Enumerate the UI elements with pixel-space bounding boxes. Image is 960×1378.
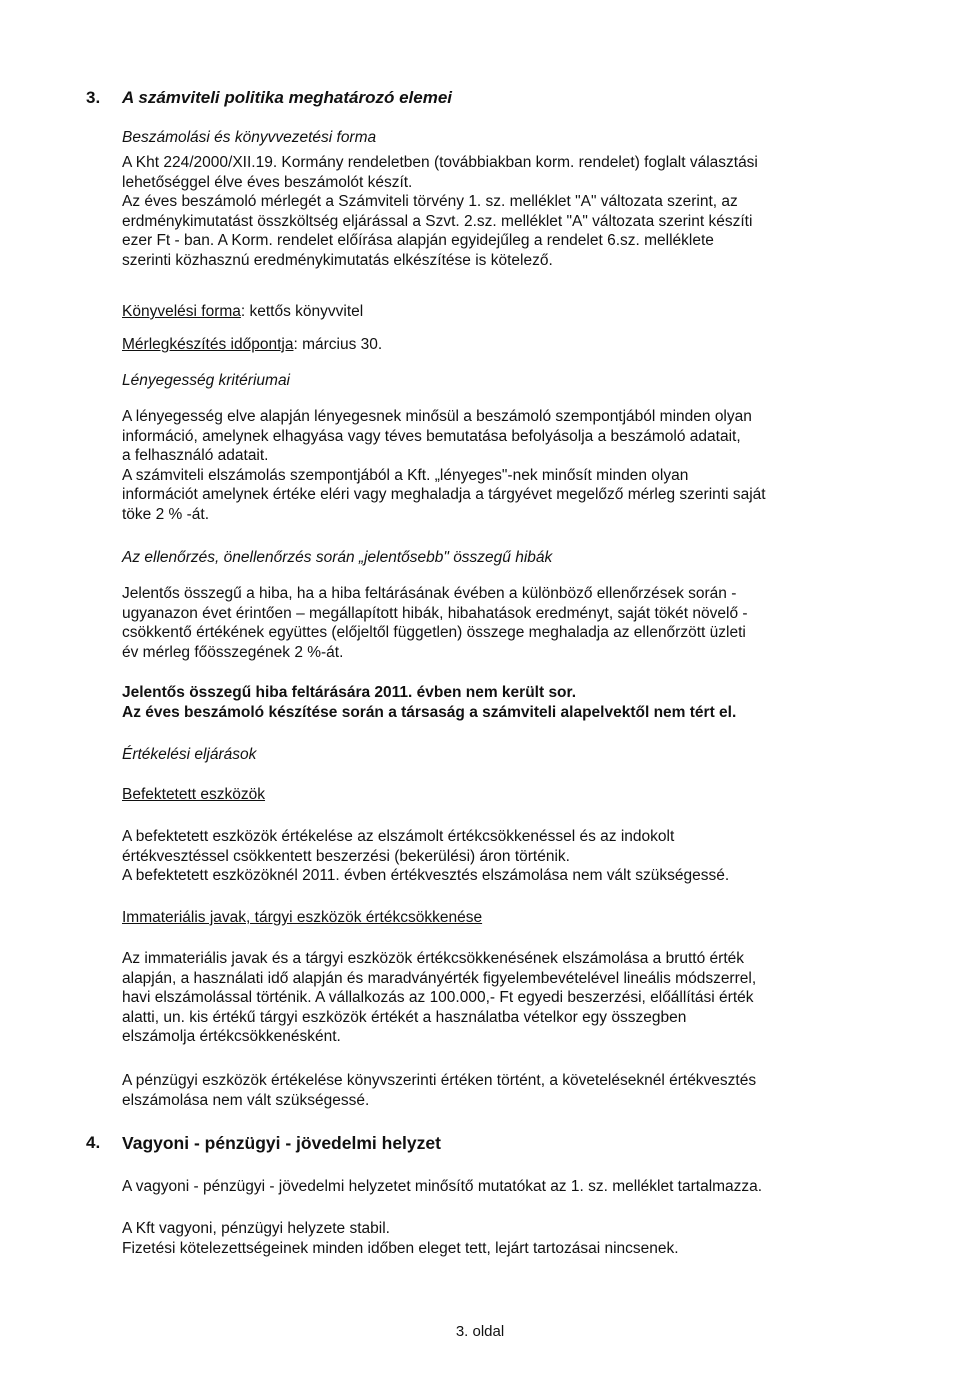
intangible-heading: [122, 908, 802, 928]
text-line: Az immateriális javak és a tárgyi eszközök értékcsökkenésének elszámolása a bruttó érték: [122, 950, 744, 967]
section-4-line-2: A Kft vagyoni, pénzügyi helyzete stabil.: [122, 1220, 390, 1237]
text-line: ezer Ft - ban. A Korm. rendelet előírása alapján egyidejűleg a rendelet 6.sz. melléklete: [122, 232, 714, 249]
section-3-title: A számviteli politika meghatározó elemei: [122, 88, 453, 107]
fixed-assets-heading: [122, 785, 802, 805]
text-line: A számviteli elszámolás szempontjából a Kft. „lényeges"-nek minősít minden olyan: [122, 466, 689, 484]
page-number: 3. oldal: [455, 1323, 505, 1340]
text-line: A befektetett eszközök értékelése az elszámolt értékcsökkenéssel és az indokolt: [122, 828, 675, 845]
text-line: Jelentős összegű a hiba, ha a hiba feltárásának évében a különböző ellenőrzések során -: [122, 585, 737, 602]
text-line: csökkentő értékének együttes (előjeltől független) összege meghaladja az ellenőrzött üzleti: [122, 624, 746, 641]
reporting-heading: Beszámolási és könyvvezetési forma: [122, 129, 377, 146]
text-line: ugyanazon évet érintően – megállapított hibák, hibahatások eredményt, saját tökét növelő -: [122, 604, 748, 622]
text-line: alapján, a használati idő alapján és maradványérték figyelembevételével lineális módszerrel,: [122, 969, 757, 987]
fixed-assets-heading-text: Befektetett eszközök: [122, 786, 266, 803]
valuation-heading: Értékelési eljárások: [122, 746, 257, 763]
text-line: töke 2 % -át.: [122, 505, 210, 523]
financial-assets-paragraph: [122, 1071, 802, 1110]
text-line: értékvesztéssel csökkentett beszerzési (bekerülési) áron történik.: [122, 847, 570, 865]
section-3-number: 3.: [86, 88, 101, 107]
bookkeeping-line: [122, 302, 802, 322]
text-line: A Kht 224/2000/XII.19. Kormány rendeletben (továbbiakban korm. rendelet) foglalt választási: [122, 154, 758, 171]
text-line: elszámolása nem vált szükségessé.: [122, 1091, 370, 1109]
text-line: információt amelynek értéke eléri vagy meghaladja a tárgyévet megelőző mérleg szerinti saját: [122, 486, 766, 503]
section-4-number: 4.: [86, 1133, 101, 1152]
text-line: információ, amelynek elhagyása vagy téves bemutatása befolyásolja a beszámoló adatait,: [122, 427, 741, 445]
errors-heading: Az ellenőrzés, önellenőrzés során „jelentősebb" összegű hibák: [122, 549, 553, 566]
section-4-line-3: Fizetési kötelezettségeinek minden időben eleget tett, lejárt tartozásai nincsenek.: [122, 1240, 679, 1257]
intangible-paragraph: [122, 949, 802, 1047]
intangible-heading-text: Immateriális javak, tárgyi eszközök értékcsökkenése: [122, 909, 483, 926]
text-line: A pénzügyi eszközök értékelése könyvszerinti értéken történt, a követeléseknél értékvesztés: [122, 1072, 757, 1089]
text-line: alatti, un. kis értékű tárgyi eszközök értékét a használatba vételkor egy összegben: [122, 1008, 687, 1026]
balance-date-value: : március 30.: [293, 336, 383, 353]
fixed-assets-paragraph: [122, 827, 802, 886]
text-line: a felhasználó adatait.: [122, 447, 269, 464]
balance-date-line: [122, 335, 802, 355]
no-errors-statement: Jelentős összegű hiba feltárására 2011. évben nem került sor.: [122, 684, 577, 701]
text-line: elszámolja értékcsökkenésként.: [122, 1028, 341, 1045]
text-line: havi elszámolással történik. A vállalkozás az 100.000,- Ft egyedi beszerzési, előállítási érték: [122, 989, 754, 1006]
text-line: Az éves beszámoló mérlegét a Számviteli törvény 1. sz. melléklet "A" változata szerint, az: [122, 193, 738, 210]
section-4-title: Vagyoni - pénzügyi - jövedelmi helyzet: [122, 1133, 441, 1153]
text-line: szerinti közhasznú eredménykimutatás elkészítése is kötelező.: [122, 251, 553, 269]
balance-date-label: Mérlegkészítés időpontja: [122, 336, 294, 353]
text-line: év mérleg főösszegének 2 %-át.: [122, 643, 344, 661]
materiality-heading: Lényegesség kritériumai: [122, 372, 291, 389]
text-line: erdménykimutatást összköltség eljárással a Szvt. 2.sz. melléklet "A" változata szerint készíti: [122, 212, 753, 230]
text-line: A lényegesség elve alapján lényegesnek minősül a beszámoló szempontjából minden olyan: [122, 408, 752, 425]
text-line: lehetőséggel élve éves beszámolót készít.: [122, 173, 413, 191]
bookkeeping-label: Könyvelési forma: [122, 303, 241, 320]
reporting-paragraph: [122, 153, 802, 270]
errors-paragraph: [122, 584, 802, 662]
principles-statement: Az éves beszámoló készítése során a társaság a számviteli alapelvektől nem tért el.: [122, 704, 737, 721]
section-4-line-1: A vagyoni - pénzügyi - jövedelmi helyzetet minősítő mutatókat az 1. sz. melléklet tartalmazza.: [122, 1178, 763, 1195]
text-line: A befektetett eszközöknél 2011. évben értékvesztés elszámolása nem vált szükségessé.: [122, 867, 730, 884]
materiality-paragraph: [122, 407, 802, 524]
bookkeeping-value: : kettős könyvvitel: [240, 303, 364, 320]
